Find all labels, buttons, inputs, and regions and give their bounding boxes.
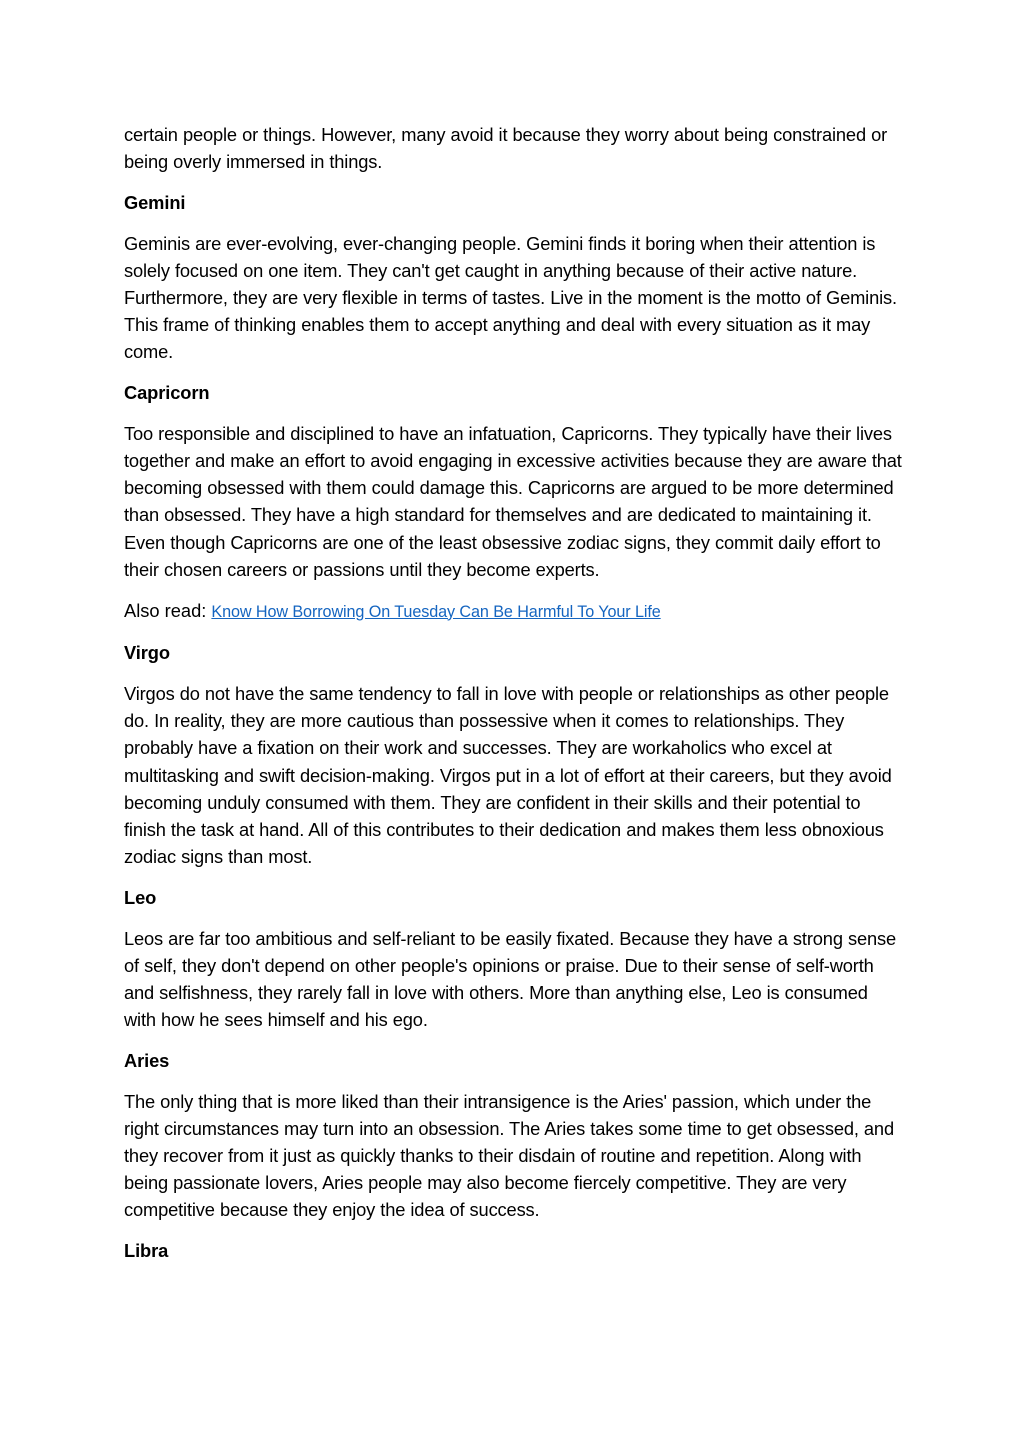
also-read-link[interactable]: Know How Borrowing On Tuesday Can Be Harmful To Your Life <box>211 602 661 621</box>
heading-gemini: Gemini <box>124 191 186 213</box>
paragraph-capricorn: Too responsible and disciplined to have an infatuation, Capricorns. They typically have their lives together and make an effort to avoid engaging in excessive activities because they are aware that becoming obsessed with them could damage this. Capricorns are argued to be more determined than obsessed. They have a high standard for themselves and are dedicated to maintaining it. Even though Capricorns are one of the least obsessive zodiac signs, they commit daily effort to their chosen careers or passions until they become experts. <box>124 422 902 580</box>
heading-capricorn: Capricorn <box>124 382 210 404</box>
paragraph-aries: The only thing that is more liked than their intransigence is the Aries' passion, which under the right circumstances may turn into an obsession. The Aries takes some time to get obsessed, and they recover from it just as quickly thanks to their disdain of routine and repetition. Along with being passionate lovers, Aries people may also become fiercely competitive. They are very competitive because they enjoy the idea of success. <box>124 1090 894 1221</box>
paragraph-gemini: Geminis are ever-evolving, ever-changing people. Gemini finds it boring when their attention is solely focused on one item. They can't get caught in anything because of their active nature. Furthermore, they are very flexible in terms of tastes. Live in the moment is the motto of Geminis. This frame of thinking enables them to accept anything and deal with every situation as it may come. <box>124 232 897 363</box>
heading-aries: Aries <box>124 1049 170 1071</box>
also-read-line <box>124 597 904 626</box>
document-page <box>124 121 904 1278</box>
heading-virgo: Virgo <box>124 642 170 664</box>
paragraph-leo: Leos are far too ambitious and self-reliant to be easily fixated. Because they have a strong sense of self, they don't depend on other people's opinions or praise. Due to their sense of self-worth and selfishness, they rarely fall in love with others. More than anything else, Leo is consumed with how he sees himself and his ego. <box>124 927 897 1031</box>
intro-paragraph-end: certain people or things. However, many avoid it because they worry about being constrained or being overly immersed in things. <box>124 124 888 173</box>
heading-leo: Leo <box>124 886 157 908</box>
also-read-label: Also read: <box>124 599 212 621</box>
heading-libra: Libra <box>124 1240 169 1262</box>
paragraph-virgo: Virgos do not have the same tendency to fall in love with people or relationships as other people do. In reality, they are more cautious than possessive when it comes to relationships. They probably have a fixation on their work and successes. They are workaholics who excel at multitasking and swift decision-making. Virgos put in a lot of effort at their careers, but they avoid becoming unduly consumed with them. They are confident in their skills and their potential to finish the task at hand. All of this contributes to their dedication and makes them less obnoxious zodiac signs than most. <box>124 682 892 868</box>
